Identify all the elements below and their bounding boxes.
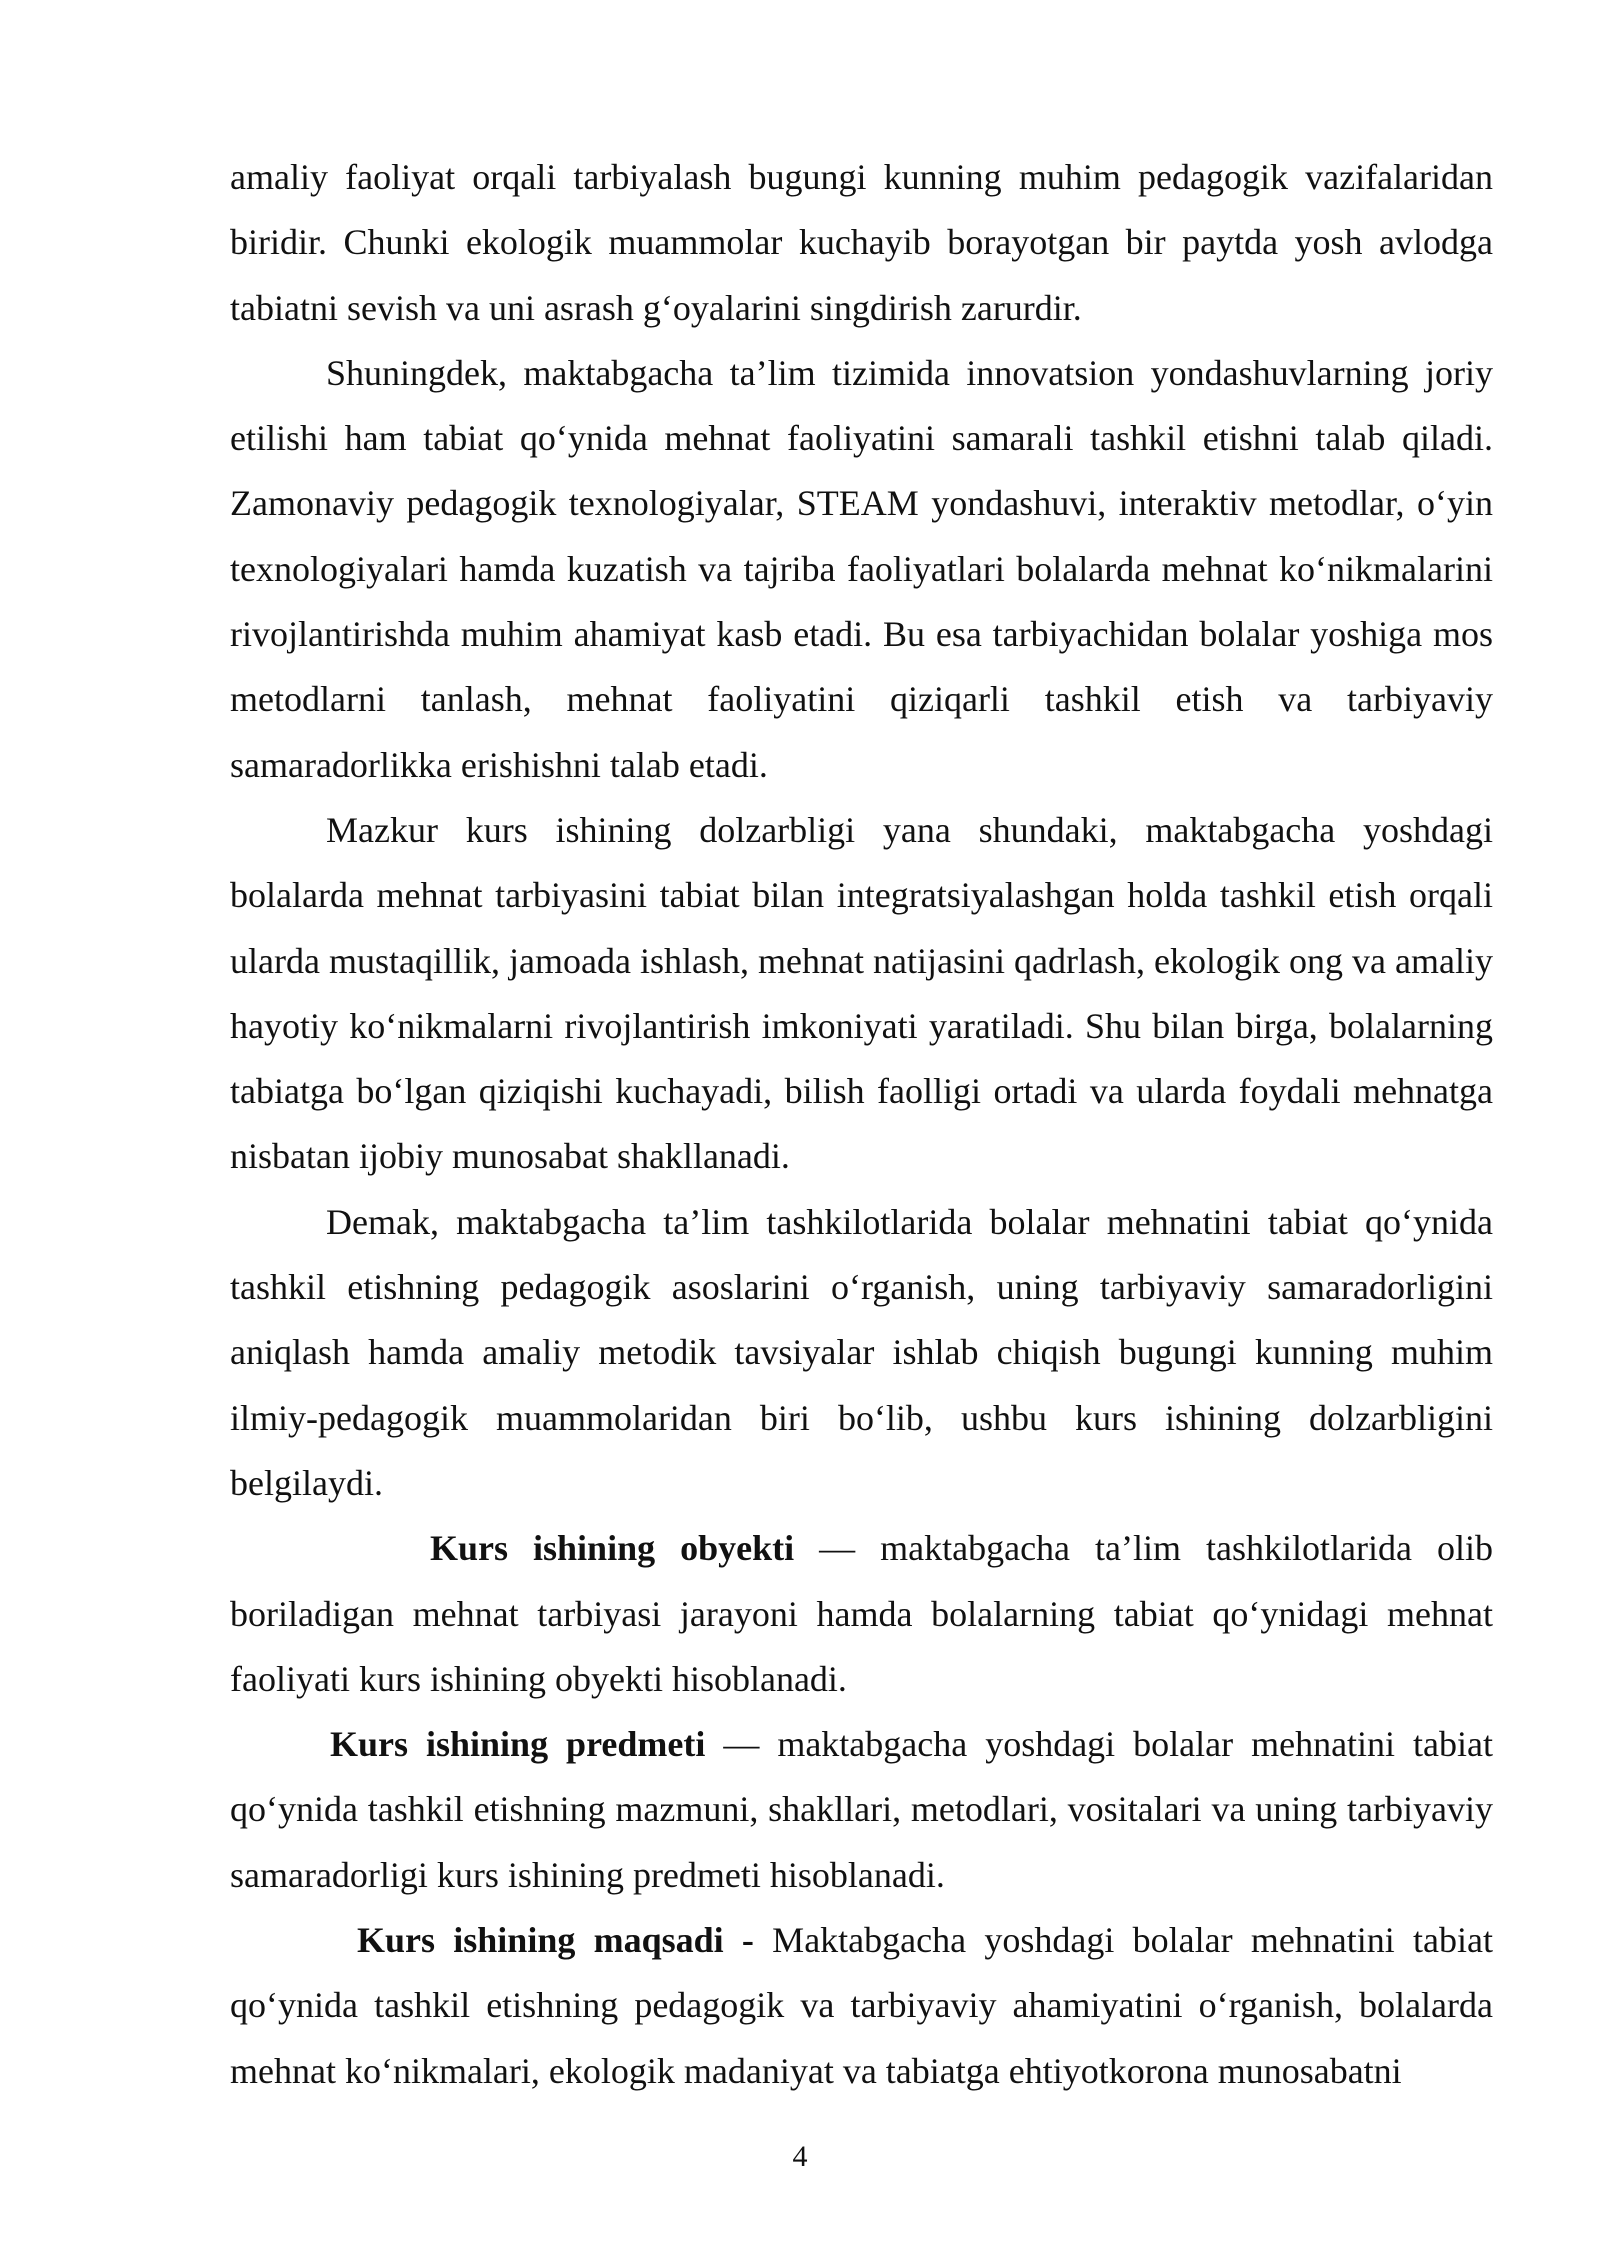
document-page <box>230 145 1493 2104</box>
body-paragraph: amaliy faoliyat orqali tarbiyalash bugungi kunning muhim pedagogik vazifalaridan biridir. Chunki ekologik muammolar kuchayib borayotgan bir paytda yosh avlodga tabiatni sevish va uni asrash g‘oyalarini singdirish zarurdir. <box>230 157 1493 328</box>
object-heading: Kurs ishining obyekti <box>430 1528 795 1569</box>
subject-paragraph <box>230 1712 1493 1908</box>
subject-text: — maktabgacha yoshdagi bolalar mehnatini tabiat qo‘ynida tashkil etishning mazmuni, shakllari, metodlari, vositalari va uning tarbiyaviy samaradorligi kurs ishining predmeti hisoblanadi. <box>230 1724 1493 1895</box>
object-paragraph <box>230 1516 1493 1712</box>
body-paragraph: Mazkur kurs ishining dolzarbligi yana shundaki, maktabgacha yoshdagi bolalarda mehnat tarbiyasini tabiat bilan integratsiyalashgan holda tashkil etish orqali ularda mustaqillik, jamoada ishlash, mehnat natijasini qadrlash, ekologik ong va amaliy hayotiy ko‘nikmalarni rivojlantirish imkoniyati yaratiladi. Shu bilan birga, bolalarning tabiatga bo‘lgan qiziqishi kuchayadi, bilish faolligi ortadi va ularda foydali mehnatga nisbatan ijobiy munosabat shakllanadi. <box>230 809 1493 1177</box>
subject-heading: Kurs ishining predmeti <box>330 1724 706 1765</box>
body-paragraph: Shuningdek, maktabgacha ta’lim tizimida innovatsion yondashuvlarning joriy etilishi ham tabiat qo‘ynida mehnat faoliyatini samarali tashkil etishni talab qiladi. Zamonaviy pedagogik texnologiyalar, STEAM yondashuvi, interaktiv metodlar, o‘yin texnologiyalari hamda kuzatish va tajriba faoliyatlari bolalarda mehnat ko‘nikmalarini rivojlantirishda muhim ahamiyat kasb etadi. Bu esa tarbiyachidan bolalar yoshiga mos metodlarni tanlash, mehnat faoliyatini qiziqarli tashkil etish va tarbiyaviy samaradorlikka erishishni talab etadi. <box>230 352 1493 785</box>
object-text: — maktabgacha ta’lim tashkilotlarida olib boriladigan mehnat tarbiyasi jarayoni hamda bolalarning tabiat qo‘ynidagi mehnat faoliyati kurs ishining obyekti hisoblanadi. <box>230 1528 1493 1699</box>
goal-paragraph <box>230 1908 1493 2104</box>
goal-heading: Kurs ishining maqsadi - <box>357 1920 754 1961</box>
page-number: 4 <box>792 2140 808 2173</box>
body-paragraph: Demak, maktabgacha ta’lim tashkilotlarida bolalar mehnatini tabiat qo‘ynida tashkil etishning pedagogik asoslarini o‘rganish, uning tarbiyaviy samaradorligini aniqlash hamda amaliy metodik tavsiyalar ishlab chiqish bugungi kunning muhim ilmiy-pedagogik muammolaridan biri bo‘lib, ushbu kurs ishining dolzarbligini belgilaydi. <box>230 1201 1493 1503</box>
goal-text: Maktabgacha yoshdagi bolalar mehnatini tabiat qo‘ynida tashkil etishning pedagogik va tarbiyaviy ahamiyatini o‘rganish, bolalarda mehnat ko‘nikmalari, ekologik madaniyat va tabiatga ehtiyotkorona munosabatni <box>230 1920 1494 2091</box>
